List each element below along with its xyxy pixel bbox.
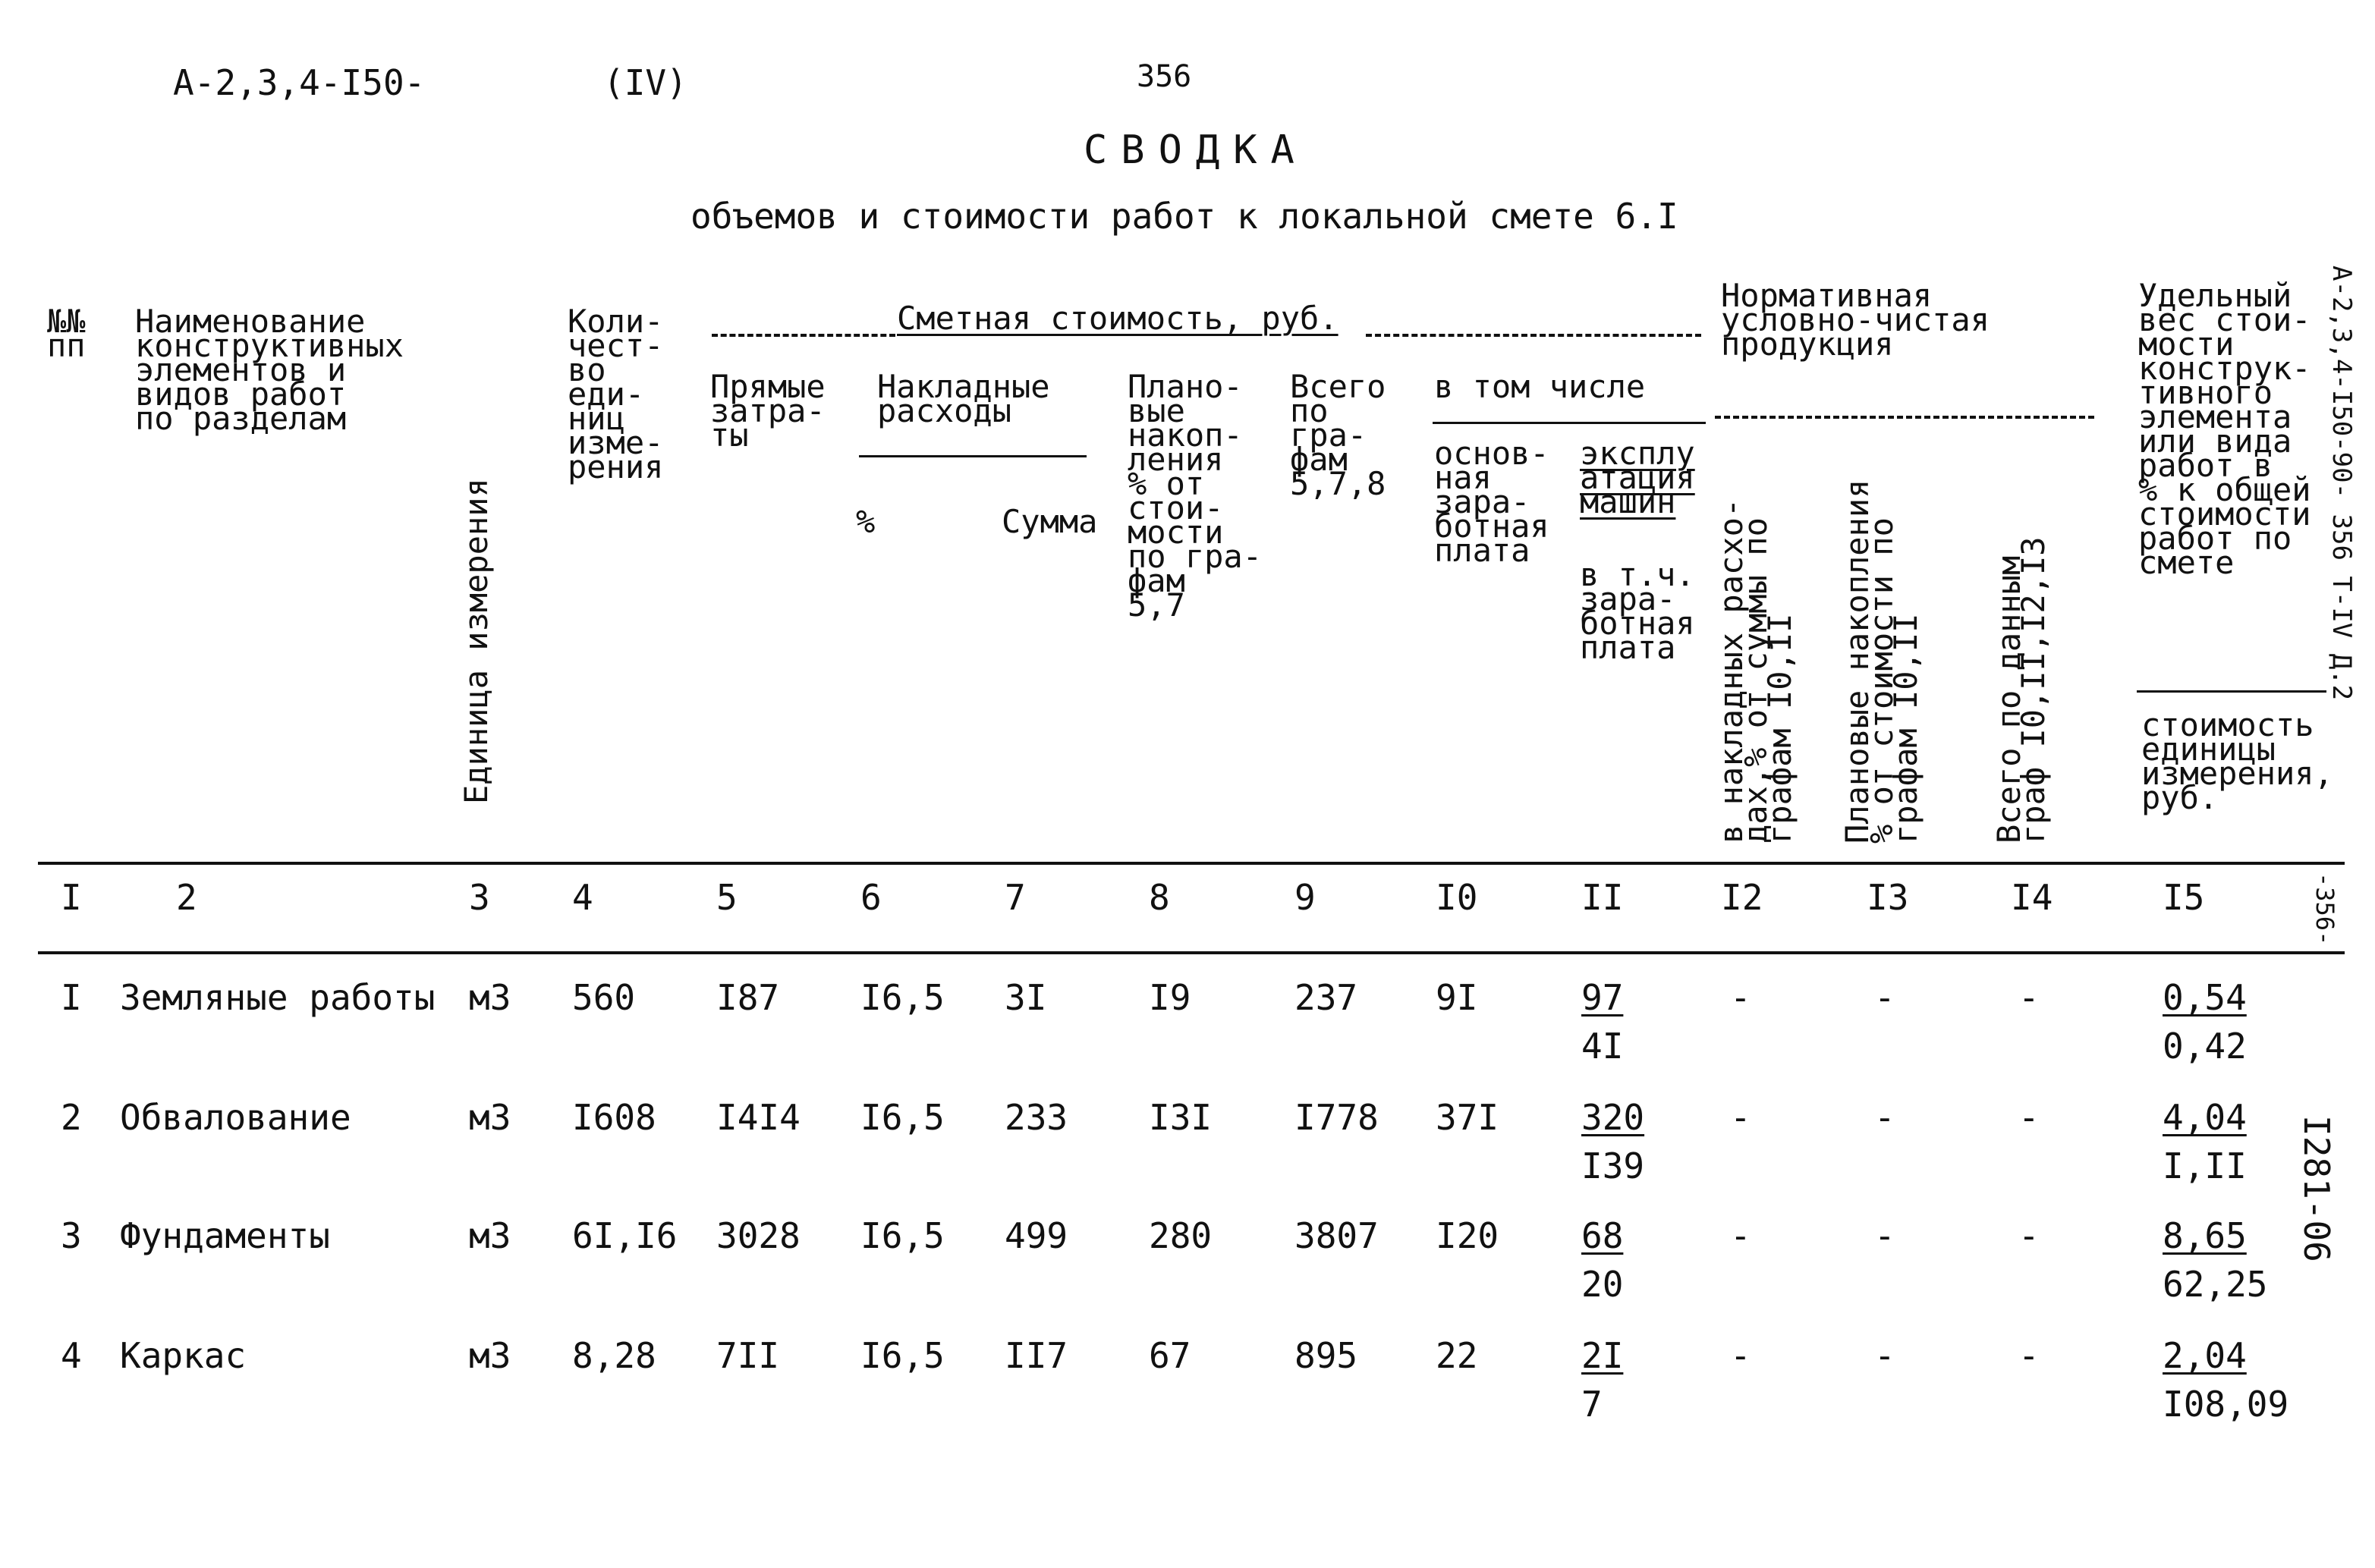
column-number: 6 [860, 877, 882, 918]
header-direct: Прямые затра- ты [710, 368, 826, 454]
column-number: I3 [1867, 877, 1909, 918]
cell-name: Обвалование [120, 1097, 351, 1138]
cell-c13: - [1874, 1335, 1895, 1376]
cell-unit-cost: 0,42 [2163, 1026, 2247, 1067]
column-number: 2 [176, 877, 197, 918]
cell-c12: - [1730, 1335, 1751, 1376]
cell-name: Земляные работы [120, 977, 436, 1018]
column-number: I0 [1436, 877, 1478, 918]
cell-machine: 68 [1581, 1215, 1624, 1256]
cell-c13: - [1874, 1097, 1895, 1138]
cell-pct: I6,5 [860, 1335, 945, 1376]
cell-name: Каркас [120, 1335, 247, 1376]
cell-qty: I608 [572, 1097, 656, 1138]
header-overhead-sum: Сумма [1002, 503, 1098, 540]
cell-unit-cost: 62,25 [2163, 1264, 2268, 1305]
header-name: Наименование конструктивных элементов и видов работ по разделам [135, 303, 404, 437]
column-number: I2 [1721, 877, 1763, 918]
header-cost-group: Сметная стоимость, руб. [897, 300, 1338, 337]
cell-planned: 67 [1149, 1335, 1191, 1376]
column-number: 8 [1149, 877, 1170, 918]
column-number: II [1581, 877, 1624, 918]
header-unit-cost: стоимость единицы измерения, руб. [2141, 706, 2333, 816]
page-title: СВОДКА [1084, 127, 1308, 173]
cell-num: 3 [61, 1215, 82, 1256]
header-unit: Единица измерения [458, 478, 495, 804]
header-share: Удельный вес стои- мости конструк- тивного элемента или вида работ в % к общей стоимости работ по смете [2138, 277, 2311, 581]
cell-direct: 7II [716, 1335, 780, 1376]
cell-unit-cost: I,II [2163, 1145, 2247, 1186]
cell-sum: 3I [1005, 977, 1047, 1018]
cell-qty: 8,28 [572, 1335, 656, 1376]
cell-c12: - [1730, 977, 1751, 1018]
cell-total: 237 [1294, 977, 1358, 1018]
cell-unit-cost: I08,09 [2163, 1384, 2289, 1425]
cell-direct: 3028 [716, 1215, 801, 1256]
cell-base: I20 [1436, 1215, 1499, 1256]
cell-machine-wage: 4I [1581, 1026, 1624, 1067]
cell-pct: I6,5 [860, 1215, 945, 1256]
cell-unit: м3 [469, 1335, 511, 1376]
cell-planned: 280 [1149, 1215, 1213, 1256]
page-number: 356 [1137, 59, 1192, 94]
header-total: Всего по гра- фам 5,7,8 [1290, 368, 1386, 502]
cell-share: 0,54 [2163, 977, 2247, 1018]
cell-share: 4,04 [2163, 1097, 2247, 1138]
cell-c14: - [2018, 1215, 2040, 1256]
column-number: I4 [2011, 877, 2053, 918]
column-number: 7 [1005, 877, 1026, 918]
side-number: I281-06 [2296, 1115, 2337, 1262]
document-code: А-2,3,4-I50- [173, 62, 426, 103]
column-number: 4 [572, 877, 593, 918]
header-norm-planned: Плановые накопления % от стоимости по графам I0,II [1839, 479, 1924, 844]
column-number: 9 [1294, 877, 1316, 918]
cell-c13: - [1874, 977, 1895, 1018]
cell-planned: I3I [1149, 1097, 1213, 1138]
cell-qty: 560 [572, 977, 636, 1018]
cell-machine-wage: 20 [1581, 1264, 1624, 1305]
header-norm-group: Нормативная условно-чистая продукция [1721, 277, 1990, 363]
cell-machine: 2I [1581, 1335, 1624, 1376]
cell-total: 3807 [1294, 1215, 1379, 1256]
cell-num: 4 [61, 1335, 82, 1376]
cell-num: I [61, 977, 82, 1018]
cell-base: 9I [1436, 977, 1478, 1018]
cell-base: 37I [1436, 1097, 1499, 1138]
side-code: А-2,3,4-I50-90- 356 Т-IV Д.2 [2326, 266, 2357, 701]
cell-share: 2,04 [2163, 1335, 2247, 1376]
cell-direct: I4I4 [716, 1097, 801, 1138]
header-base-wage: основ- ная зара- ботная плата [1434, 435, 1549, 569]
cell-share: 8,65 [2163, 1215, 2247, 1256]
cell-name: Фундаменты [120, 1215, 330, 1256]
header-num: №№ пп [47, 303, 86, 364]
cell-c12: - [1730, 1215, 1751, 1256]
volume-number: (IV) [603, 62, 687, 103]
cell-c14: - [2018, 1097, 2040, 1138]
cell-machine: 97 [1581, 977, 1624, 1018]
cell-pct: I6,5 [860, 977, 945, 1018]
cell-total: 895 [1294, 1335, 1358, 1376]
header-overhead: Накладные расходы [877, 368, 1050, 429]
cell-sum: II7 [1005, 1335, 1068, 1376]
cell-planned: I9 [1149, 977, 1191, 1018]
header-norm-total: Всего по данным граф I0,II,I2,I3 [1990, 536, 2052, 844]
cell-sum: 233 [1005, 1097, 1068, 1138]
cell-total: I778 [1294, 1097, 1379, 1138]
page-subtitle: объемов и стоимости работ к локальной смете 6.I [690, 196, 1678, 237]
cell-c14: - [2018, 977, 2040, 1018]
header-machine-op: эксплу атация машин [1580, 435, 1695, 520]
cell-unit: м3 [469, 977, 511, 1018]
header-norm-overhead: в накладных расхо- дах,% от суммы по графам I0,II [1713, 498, 1798, 844]
cell-unit: м3 [469, 1215, 511, 1256]
side-page: -356- [2311, 872, 2339, 946]
column-number: 3 [469, 877, 490, 918]
cell-machine-wage: 7 [1581, 1384, 1603, 1425]
cell-num: 2 [61, 1097, 82, 1138]
header-incl: в том числе [1434, 368, 1646, 405]
header-overhead-pct: % [856, 503, 876, 540]
header-machine-wage: в т.ч. зара- ботная плата [1580, 556, 1695, 666]
cell-qty: 6I,I6 [572, 1215, 678, 1256]
cell-sum: 499 [1005, 1215, 1068, 1256]
cell-unit: м3 [469, 1097, 511, 1138]
cell-machine-wage: I39 [1581, 1145, 1645, 1186]
cell-pct: I6,5 [860, 1097, 945, 1138]
cell-c13: - [1874, 1215, 1895, 1256]
cell-machine: 320 [1581, 1097, 1645, 1138]
cell-c14: - [2018, 1335, 2040, 1376]
cell-direct: I87 [716, 977, 780, 1018]
cell-c12: - [1730, 1097, 1751, 1138]
header-planned: Плано- вые накоп- ления % от стои- мости по гра- фам 5,7 [1128, 368, 1263, 624]
cell-base: 22 [1436, 1335, 1478, 1376]
column-number: I5 [2163, 877, 2205, 918]
header-qty: Коли- чест- во еди- ниц изме- рения [568, 303, 664, 485]
column-number: 5 [716, 877, 738, 918]
column-number: I [61, 877, 82, 918]
